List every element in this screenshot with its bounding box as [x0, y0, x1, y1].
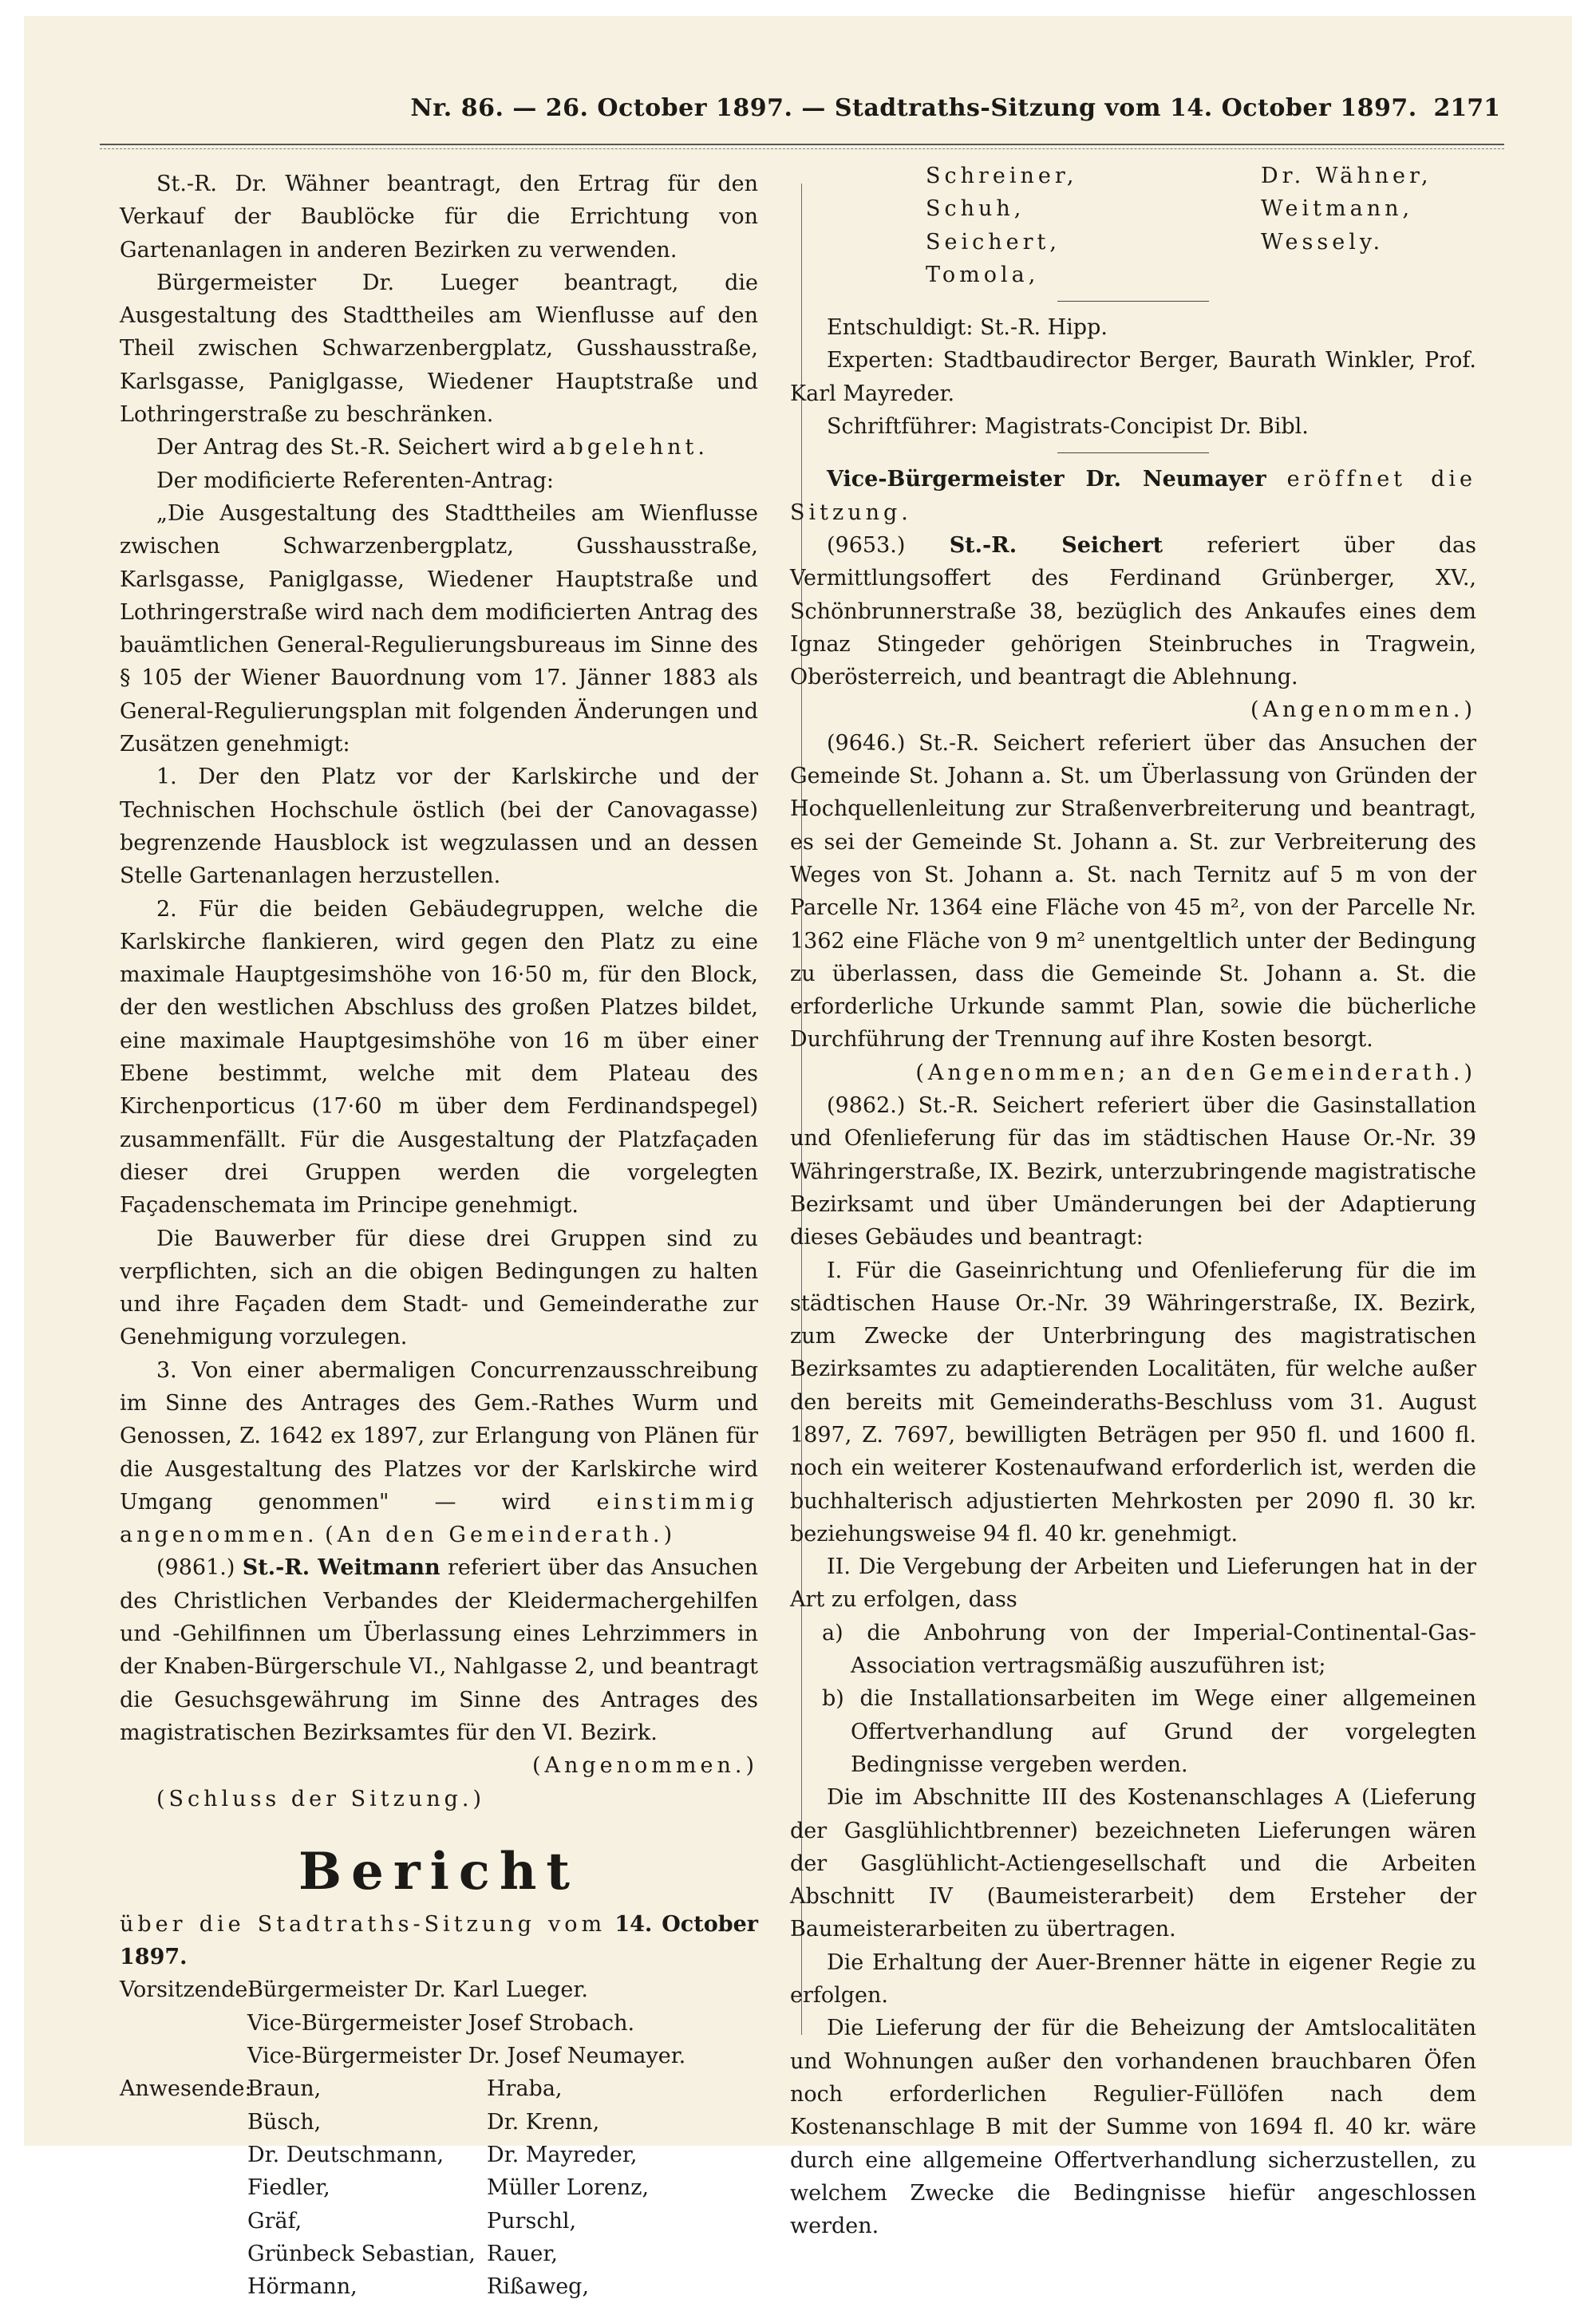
attendee-name: Braun, [247, 2076, 322, 2102]
list-item: b) die Installationsarbeiten im Wege einer allgemeinen Offertverhandlung auf Grund der vorgelegten Bedingnisse vergeben werden. [822, 1686, 1476, 1777]
chairs-list [120, 1973, 758, 2072]
resolution-text: (Angenommen; an den Gemeinderath.) [915, 1060, 1476, 1085]
chairs-names [247, 1973, 685, 2072]
speaker-name: St.-R. Seichert [949, 532, 1163, 558]
page-number: 2171 [1433, 94, 1500, 122]
left-column [120, 168, 758, 2303]
chair-name: Vice-Bürgermeister Josef Strobach. [247, 2010, 635, 2036]
excused-line: Entschuldigt: St.-R. Hipp. [827, 315, 1108, 341]
attendee-name: Rißaweg, [487, 2274, 590, 2300]
opening-paragraph [790, 463, 1476, 529]
chair-name: Bürgermeister Dr. Karl Lueger. [247, 1977, 588, 2003]
attendee-name: Tomola, [926, 262, 1040, 287]
speaker-name: St.-R. Weitmann [242, 1555, 440, 1581]
attendee-name: Hörmann, [247, 2274, 358, 2300]
attendees-column-4 [1261, 160, 1596, 291]
paragraph: „Die Ausgestaltung des Stadttheiles am Wienflusse zwischen Schwarzenbergplatz, Gusshausstraße, Karlsgasse, Paniglgasse, Wiedener Hauptstraße und Lothringerstraße wird nach dem modificierten Antrag des bauämtlichen General-Regulierungsbureaus im Sinne des § 105 der Wiener Bauordnung vom 17. Jänner 1883 als General-Regulierungsplan mit folgenden Änderungen und Zusätzen genehmigt: [120, 500, 758, 757]
attendee-name: Purschl, [487, 2208, 577, 2234]
paragraph: II. Die Vergebung der Arbeiten und Lieferungen hat in der Art zu erfolgen, dass [790, 1554, 1476, 1613]
report-subtitle-text: über die Stadtraths-Sitzung vom [120, 1911, 606, 1937]
attendee-name: Büsch, [247, 2109, 322, 2135]
right-column [790, 160, 1476, 2242]
paragraph: Die Erhaltung der Auer-Brenner hätte in eigener Regie zu erfolgen. [790, 1949, 1476, 2009]
paragraph: Die im Abschnitte III des Kostenanschlages A (Lieferung der Gasglühlichtbrenner) bezeichneten Lieferungen wären der Gasglühlicht-Actiengesellschaft und die Arbeiten Abschnitt IV (Baumeisterarbeit) dem Ersteher der Baumeisterarbeiten zu übertragen. [790, 1785, 1476, 1942]
page-header: Nr. 86. — 26. October 1897. — Stadtraths-Sitzung vom 14. October 1897. [410, 94, 1417, 122]
paragraph [120, 1551, 758, 1749]
paragraph: Die Lieferung der für die Beheizung der Amtslocalitäten und Wohnungen außer den vorhandenen brauchbaren Öfen noch erforderlichen Regulier-Füllöfen nach dem Kostenanschlage B mit der Summe von 1694 fl. 40 kr. wäre durch eine allgemeine Offertverhandlung sicherzustellen, zu welchem Zwecke die Bedingnisse hiefür angeschlossen werden. [790, 2016, 1476, 2239]
attendee-name: Schuh, [926, 196, 1025, 222]
attendee-name: Weitmann, [1261, 196, 1414, 222]
paragraph [120, 431, 758, 464]
resolution-text: abgelehnt. [552, 435, 709, 460]
attendee-name: Müller Lorenz, [487, 2175, 650, 2201]
attendee-name: Wessely. [1261, 229, 1385, 255]
attendee-name: Dr. Mayreder, [487, 2142, 638, 2167]
attendees-label: Anwesende: [120, 2076, 252, 2102]
attendee-name: Gräf, [247, 2208, 302, 2234]
paragraph: 2. Für die beiden Gebäudegruppen, welche die Karlskirche flankieren, wird gegen den Platz zu eine maximale Hauptgesimshöhe von 16·50 m, für den Block, der den westlichen Abschluss des großen Platzes bildet, eine maximale Hauptgesimshöhe von 16 m über einer Ebene bestimmt, welche mit dem Plateau des Kirchenporticus (17·60 m über dem Ferdinandspegel) zusammenfällt. Für die Ausgestaltung der Platzfaçaden dieser drei Gruppen werden die vorgelegten Façadenschemata im Principe genehmigt. [120, 896, 758, 1219]
opening-text: eröffnet die Sitzung. [790, 467, 1476, 525]
attendee-name: Hraba, [487, 2076, 563, 2102]
paragraph: (9862.) St.-R. Seichert referiert über die Gasinstallation und Ofenlieferung für das im städtischen Hause Or.-Nr. 39 Währingerstraße, IX. Bezirk, unterzubringende magistratische Bezirksamt und über Umänderungen bei der Adaptierung dieses Gebäudes und beantragt: [790, 1093, 1476, 1250]
paragraph-text: referiert über das Ansuchen des Christlichen Verbandes der Kleidermachergehilfen und -Gehilfinnen um Überlassung eines Lehrzimmers in der Knaben-Bürgerschule VI., Nahlgasse 2, und beantragt die Gesuchsgewährung im Sinne des Antrages des magistratischen Bezirksamtes für den VI. Bezirk. [120, 1555, 758, 1745]
paragraph: Die Bauwerber für diese drei Gruppen sind zu verpflichten, sich an die obigen Bedingungen zu halten und ihre Façaden dem Stadt- und Gemeinderathe zur Genehmigung vorzulegen. [120, 1226, 758, 1350]
attendees-continued [790, 160, 1476, 291]
paragraph: Der modificierte Referenten-Antrag: [156, 468, 554, 493]
paragraph-text: Der Antrag des St.-R. Seichert wird [156, 435, 546, 460]
attendee-name: Dr. Krenn, [487, 2109, 600, 2135]
report-title: Bericht [298, 1841, 579, 1902]
header-rule [100, 144, 1504, 145]
attendee-name: Fiedler, [247, 2175, 330, 2201]
paragraph: Bürgermeister Dr. Lueger beantragt, die Ausgestaltung des Stadttheiles am Wienflusse auf den Theil zwischen Schwarzenbergplatz, Gusshausstraße, Karlsgasse, Paniglgasse, Wiedener Hauptstraße und Lothringerstraße zu beschränken. [120, 270, 758, 428]
attendees-list [120, 2072, 758, 2303]
attendees-column-3 [926, 160, 1261, 291]
header-ornament-rule [100, 148, 1504, 149]
experts-line: Experten: Stadtbaudirector Berger, Baurath Winkler, Prof. Karl Mayreder. [790, 348, 1476, 406]
attendees-column-1 [247, 2072, 487, 2303]
chair-name: Vice-Bürgermeister Dr. Josef Neumayer. [247, 2044, 686, 2069]
attendee-name: Schreiner, [926, 164, 1078, 188]
chair-name: Vice-Bürgermeister Dr. Neumayer [827, 467, 1266, 492]
attendee-name: Rauer, [487, 2241, 558, 2266]
paragraph: I. Für die Gaseinrichtung und Ofenlieferung für die im städtischen Hause Or.-Nr. 39 Währingerstraße, IX. Bezirk, zum Zwecke der Unterbringung des magistratischen Bezirksamtes zu adaptierenden Localitäten, für welche außer den bereits mit Gemeinderaths-Beschluss vom 31. August 1897, Z. 7697, bewilligten Beträgen per 950 fl. und 1600 fl. noch ein weiterer Kostenaufwand erforderlich ist, werden die buchhalterisch adjustierten Mehrkosten per 2090 fl. 30 kr. beziehungsweise 94 fl. 40 kr. genehmigt. [790, 1258, 1476, 1547]
attendee-name: Seichert, [926, 229, 1061, 255]
item-number: (9653.) [827, 532, 906, 558]
list-item: a) die Anbohrung von der Imperial-Continental-Gas-Association vertragsmäßig auszuführen ist; [822, 1620, 1476, 1679]
section-rule [1057, 301, 1209, 302]
report-subtitle [120, 1908, 758, 1974]
report-date: 14. October 1897. [120, 1911, 758, 1970]
attendees-column-2 [487, 2072, 726, 2303]
paragraph [120, 1354, 758, 1552]
attendee-name: Grünbeck Sebastian, [247, 2241, 476, 2266]
section-rule [1057, 452, 1209, 453]
resolution-text: (Angenommen.) [531, 1753, 758, 1779]
paragraph: (9646.) St.-R. Seichert referiert über das Ansuchen der Gemeinde St. Johann a. St. um Überlassung von Gründen der Hochquellenleitung zur Straßenverbreiterung und beantragt, es sei der Gemeinde St. Johann a. St. zur Verbreiterung des Weges von St. Johann a. St. nach Ternitz auf 5 m von der Parcelle Nr. 1364 eine Fläche von 45 m², von der Parcelle Nr. 1362 eine Fläche von 9 m² unentgeltlich unter der Bedingung zu überlassen, dass die Gemeinde St. Johann a. St. die erforderliche Urkunde sammt Plan, sowie die bücherliche Durchführung der Trennung auf ihre Kosten besorgt. [790, 730, 1476, 1053]
secretary-line: Schriftführer: Magistrats-Concipist Dr. Bibl. [827, 414, 1309, 440]
paragraph [790, 529, 1476, 693]
paragraph: St.-R. Dr. Wähner beantragt, den Ertrag für den Verkauf der Baublöcke für die Errichtung von Gartenanlagen in anderen Bezirken zu verwenden. [120, 172, 758, 263]
resolution-text: einstimmig angenommen. [120, 1489, 758, 1548]
chairs-label: Vorsitzende: [120, 1977, 255, 2003]
paragraph-text: referiert über das Vermittlungsoffert des Ferdinand Grünberger, XV., Schönbrunnerstraße 38, bezüglich des Ankaufes eines dem Ignaz Stingeder gehörigen Steinbruches in Tragwein, Oberösterreich, und beantragt die Ablehnung. [790, 532, 1476, 690]
resolution-text: (Angenommen.) [1250, 697, 1476, 723]
attendee-name: Dr. Wähner, [1261, 164, 1432, 188]
referral-text: (An den Gemeinderath.) [325, 1523, 677, 1548]
paragraph: 1. Der den Platz vor der Karlskirche und der Technischen Hochschule östlich (bei der Canovagasse) begrenzende Hausblock ist wegzulassen und an dessen Stelle Gartenanlagen herzustellen. [120, 764, 758, 889]
paragraph-text: 3. Von einer abermaligen Concurrenzausschreibung im Sinne des Antrages des Gem.-Rathes Wurm und Genossen, Z. 1642 ex 1897, zur Erlangung von Plänen für die Ausgestaltung des Platzes vor der Karlskirche wird Umgang genommen" — wird [120, 1357, 758, 1515]
session-end: (Schluss der Sitzung.) [156, 1786, 485, 1811]
attendee-name: Dr. Deutschmann, [247, 2142, 444, 2167]
item-number: (9861.) [156, 1555, 235, 1581]
